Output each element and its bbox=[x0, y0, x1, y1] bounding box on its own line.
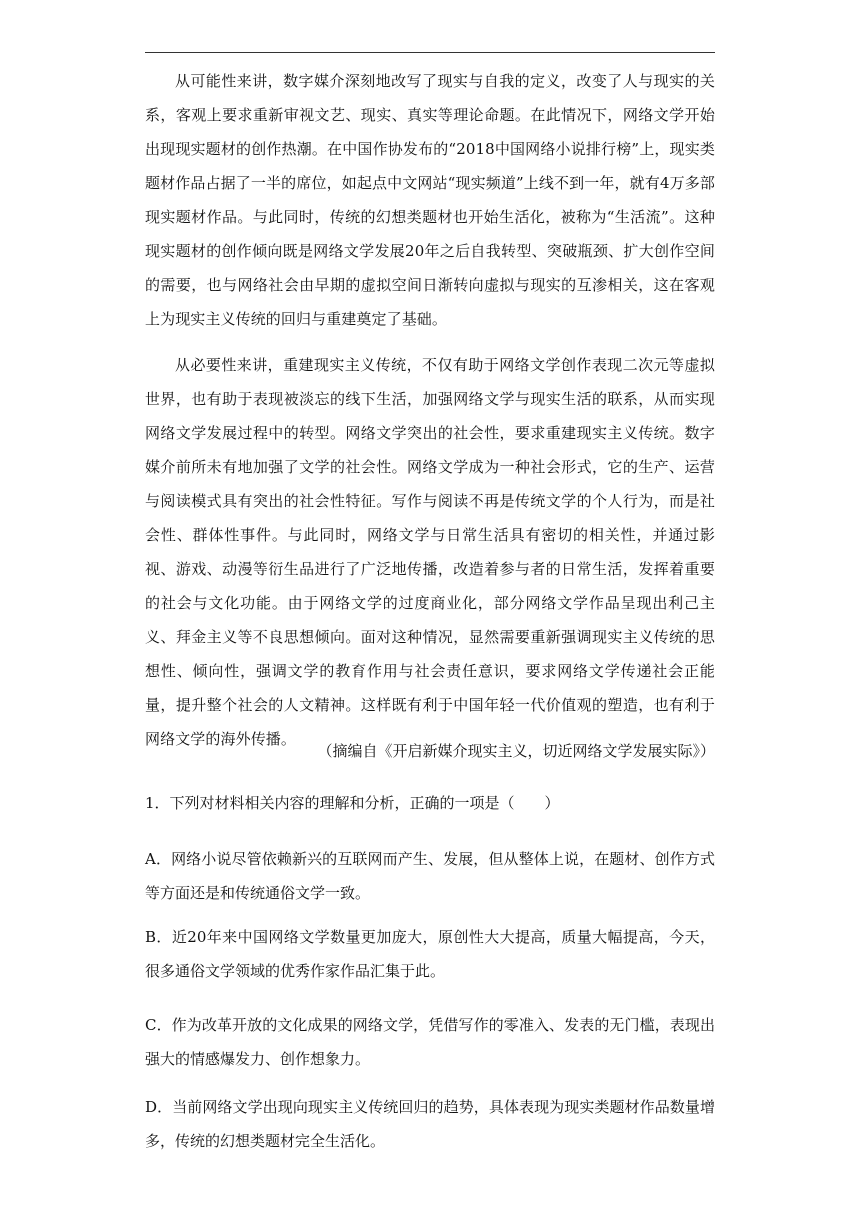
option-c-text: 作为改革开放的文化成果的网络文学，凭借写作的零准入、发表的无门槛，表现出强大的情感爆发力、创作想象力。 bbox=[145, 1016, 715, 1068]
option-d[interactable] bbox=[145, 1090, 715, 1158]
option-c-letter: C． bbox=[145, 1016, 172, 1034]
passage-paragraph-1: 从可能性来讲，数字媒介深刻地改写了现实与自我的定义，改变了人与现实的关系，客观上要求重新审视文艺、现实、真实等理论命题。在此情况下，网络文学开始出现现实题材的创作热潮。在中国作协发布的“2018中国网络小说排行榜”上，现实类题材作品占据了一半的席位，如起点中文网站“现实频道”上线不到一年，就有4万多部现实题材作品。与此同时，传统的幻想类题材也开始生活化，被称为“生活流”。这种现实题材的创作倾向既是网络文学发展20年之后自我转型、突破瓶颈、扩大创作空间的需要，也与网络社会由早期的虚拟空间日渐转向虚拟与现实的互渗相关，这在客观上为现实主义传统的回归与重建奠定了基础。 bbox=[145, 72, 715, 328]
option-a[interactable] bbox=[145, 842, 715, 910]
option-b-letter: B． bbox=[145, 928, 172, 946]
header-rule bbox=[145, 52, 715, 53]
option-d-letter: D． bbox=[145, 1098, 173, 1116]
option-a-text: 网络小说尽管依赖新兴的互联网而产生、发展，但从整体上说，在题材、创作方式等方面还是和传统通俗文学一致。 bbox=[145, 850, 715, 902]
option-b[interactable] bbox=[145, 920, 715, 988]
option-c[interactable] bbox=[145, 1008, 715, 1076]
option-d-text: 当前网络文学出现向现实主义传统回归的趋势，具体表现为现实类题材作品数量增多，传统的幻想类题材完全生活化。 bbox=[145, 1098, 715, 1150]
passage-source: （摘编自《开启新媒介现实主义，切近网络文学发展实际》） bbox=[317, 742, 715, 760]
question-stem: 1．下列对材料相关内容的理解和分析，正确的一项是（ ） bbox=[145, 794, 560, 812]
document-page bbox=[145, 0, 715, 1216]
option-b-text: 近20年来中国网络文学数量更加庞大，原创性大大提高，质量大幅提高，今天，很多通俗文学领域的优秀作家作品汇集于此。 bbox=[145, 928, 715, 980]
option-a-letter: A． bbox=[145, 850, 172, 868]
passage-paragraph-2: 从必要性来讲，重建现实主义传统，不仅有助于网络文学创作表现二次元等虚拟世界，也有助于表现被淡忘的线下生活，加强网络文学与现实生活的联系，从而实现网络文学发展过程中的转型。网络文学突出的社会性，要求重建现实主义传统。数字媒介前所未有地加强了文学的社会性。网络文学成为一种社会形式，它的生产、运营与阅读模式具有突出的社会性特征。写作与阅读不再是传统文学的个人行为，而是社会性、群体性事件。与此同时，网络文学与日常生活具有密切的相关性，并通过影视、游戏、动漫等衍生品进行了广泛地传播，改造着参与者的日常生活，发挥着重要的社会与文化功能。由于网络文学的过度商业化，部分网络文学作品呈现出利己主义、拜金主义等不良思想倾向。面对这种情况，显然需要重新强调现实主义传统的思想性、倾向性，强调文学的教育作用与社会责任意识，要求网络文学传递社会正能量，提升整个社会的人文精神。这样既有利于中国年轻一代价值观的塑造，也有利于网络文学的海外传播。 bbox=[145, 356, 715, 748]
